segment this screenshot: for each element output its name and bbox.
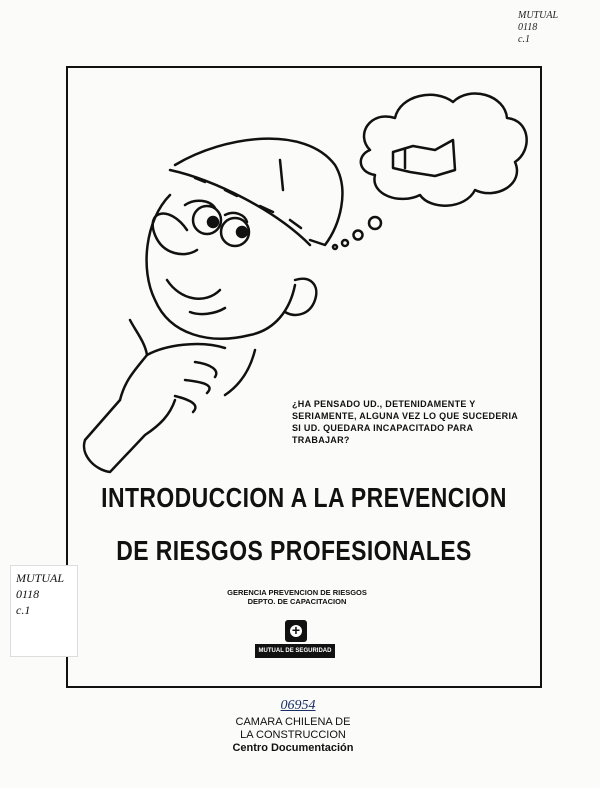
department-line-2: DEPTO. DE CAPACITACION [247, 597, 347, 606]
corner-handwritten-note [518, 10, 558, 46]
stamp-line-1: CAMARA CHILENA DE [235, 716, 351, 728]
corner-note-line-3: c.1 [518, 34, 530, 45]
logo-banner-text: MUTUAL DE SEGURIDAD [255, 644, 335, 658]
library-call-label [10, 565, 78, 657]
question-text: ¿HA PENSADO UD., DETENIDAMENTE Y SERIAMENTE, ALGUNA VEZ LO QUE SUCEDERIA SI UD. QUEDARA INCAPACITADO PARA TRABAJAR? [292, 399, 518, 445]
title-line-2: DE RIESGOS PROFESIONALES [116, 535, 472, 566]
corner-note-line-2: 0118 [518, 22, 538, 33]
thought-bubble-icon [333, 93, 527, 249]
corner-note-line-1: MUTUAL [518, 10, 559, 21]
side-label-line-3: c.1 [16, 603, 31, 617]
stamp-line-2: LA CONSTRUCCION [240, 729, 346, 741]
side-label-line-1: MUTUAL [16, 571, 65, 585]
title-line-1: INTRODUCCION A LA PREVENCION [101, 482, 507, 513]
mutual-seguridad-emblem-icon [285, 620, 307, 642]
mutual-logo [255, 620, 335, 658]
side-label-line-2: 0118 [16, 587, 40, 601]
stamp-number: 06954 [280, 698, 316, 713]
stamp-line-3: Centro Documentación [232, 742, 354, 754]
department-line-1: GERENCIA PREVENCION DE RIESGOS [227, 588, 367, 597]
